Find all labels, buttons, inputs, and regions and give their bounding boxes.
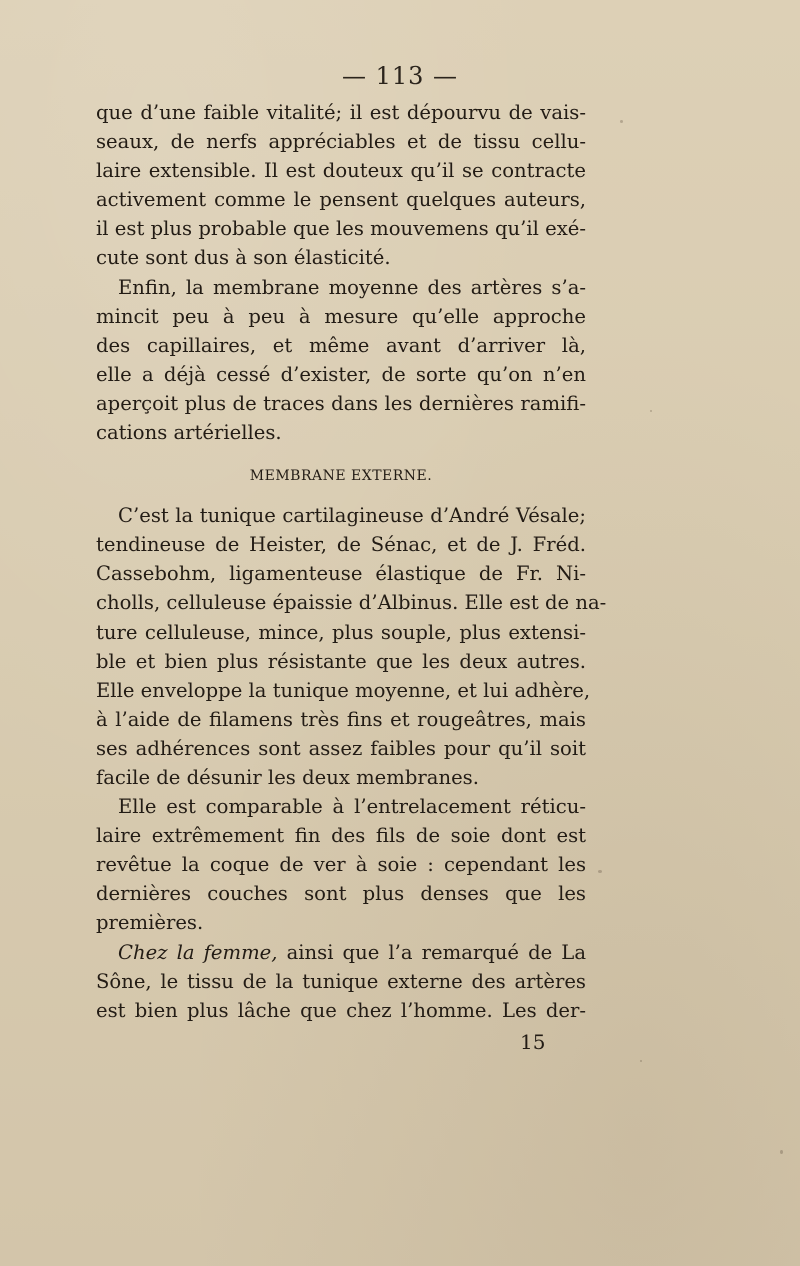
italic-phrase: Chez la femme,	[118, 940, 278, 964]
text-line: des capillaires, et même avant d’arriver là,	[96, 333, 586, 357]
text-line: à l’aide de filamens très fins et rougeâtres, mais	[96, 707, 586, 731]
paragraph-2	[96, 273, 586, 448]
text-fragment: ainsi que l’a remarqué de La	[277, 940, 586, 964]
text-line: il est plus probable que les mouvemens qu’il exé-	[96, 217, 586, 241]
text-line: cholls, celluleuse épaissie d’Albinus. Elle est de na-	[96, 591, 607, 615]
page-body	[96, 98, 607, 1025]
paragraph-1	[96, 98, 586, 273]
text-line: ture celluleuse, mince, plus souple, plus extensi-	[96, 620, 586, 644]
text-line: activement comme le pensent quelques auteurs,	[96, 188, 586, 212]
text-line: cations artérielles.	[96, 421, 282, 445]
paragraph-3	[96, 501, 607, 792]
paragraph-4	[96, 792, 586, 937]
page-header: — 113 —	[341, 62, 459, 90]
signature-mark: 15	[520, 1030, 546, 1054]
text-line: Enfin, la membrane moyenne des artères s’a-	[118, 275, 586, 299]
text-line: Elle est comparable à l’entrelacement réticu-	[118, 795, 586, 819]
text-line: aperçoit plus de traces dans les dernières ramifi-	[96, 391, 586, 415]
text-line: elle a déjà cessé d’exister, de sorte qu’on n’en	[96, 362, 586, 386]
text-line: est bien plus lâche que chez l’homme. Les der-	[96, 998, 586, 1022]
text-line: premières.	[96, 911, 204, 935]
text-line: cute sont dus à son élasticité.	[96, 246, 391, 270]
paper-speck	[780, 1150, 783, 1154]
paper-speck	[650, 410, 652, 412]
text-line: laire extrêmement fin des fils de soie dont est	[96, 824, 586, 848]
paper-speck	[620, 120, 623, 123]
paragraph-5	[96, 938, 586, 1025]
text-line: laire extensible. Il est douteux qu’il se contracte	[96, 159, 586, 183]
text-line: revêtue la coque de ver à soie : cependant les	[96, 853, 586, 877]
paper-speck	[598, 870, 602, 873]
text-line: Sône, le tissu de la tunique externe des artères	[96, 969, 586, 993]
text-line: dernières couches sont plus denses que les	[96, 882, 586, 906]
text-line: tendineuse de Heister, de Sénac, et de J. Fréd.	[96, 533, 586, 557]
text-line: seaux, de nerfs appréciables et de tissu cellu-	[96, 130, 586, 154]
text-line: Cassebohm, ligamenteuse élastique de Fr. Ni-	[96, 562, 586, 586]
text-line: facile de désunir les deux membranes.	[96, 765, 479, 789]
text-line: Elle enveloppe la tunique moyenne, et lui adhère,	[96, 678, 591, 702]
text-line: ses adhérences sont assez faibles pour qu’il soit	[96, 736, 586, 760]
text-line: mincit peu à peu à mesure qu’elle approche	[96, 304, 586, 328]
text-line: que d’une faible vitalité; il est dépourvu de vais-	[96, 101, 586, 124]
section-title: MEMBRANE EXTERNE.	[249, 468, 433, 485]
text-line: ble et bien plus résistante que les deux autres.	[96, 649, 586, 673]
text-line	[96, 938, 586, 967]
paper-speck	[640, 1060, 642, 1062]
text-line: C’est la tunique cartilagineuse d’André Vésale;	[118, 504, 586, 528]
